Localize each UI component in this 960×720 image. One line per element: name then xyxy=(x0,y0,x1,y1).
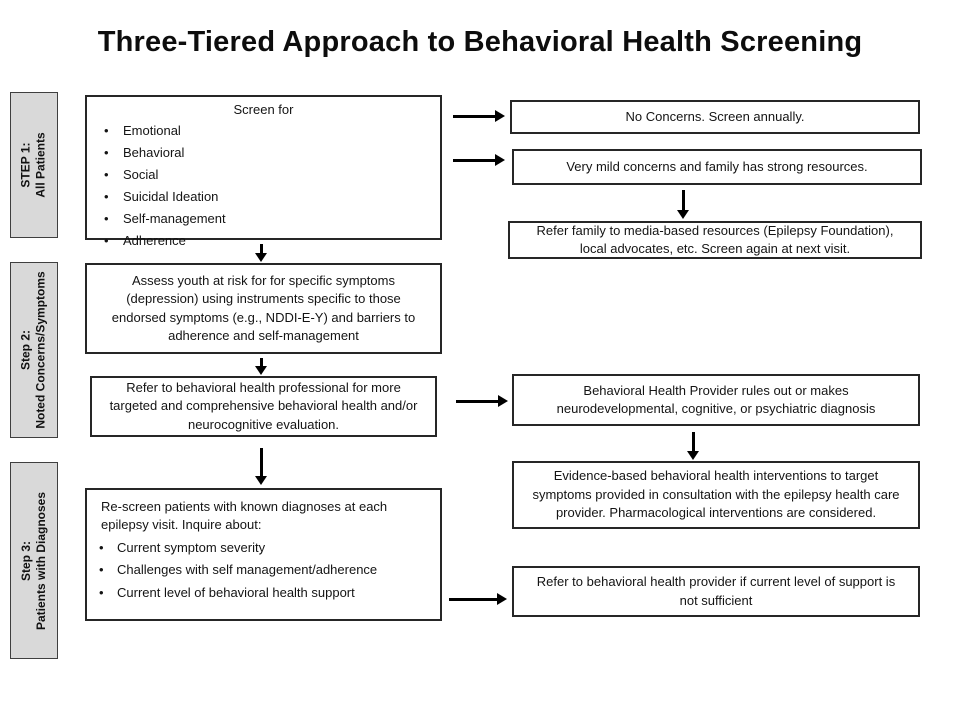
screen-bullet: • Social xyxy=(87,166,440,184)
screen-bullet: • Behavioral xyxy=(87,144,440,162)
evidence-based-box xyxy=(512,461,920,529)
screen-bullet: • Adherence xyxy=(87,232,440,250)
screen-bullet: • Self-management xyxy=(87,210,440,228)
step3-label-text xyxy=(19,491,49,629)
arrow-down-icon xyxy=(682,190,685,210)
provider-rules-out-box xyxy=(512,374,920,426)
step1-sidebar-label xyxy=(10,92,58,238)
rescreen-bullet: • Challenges with self management/adherence xyxy=(87,561,440,579)
provider-rules-out-text: Behavioral Health Provider rules out or makes neurodevelopmental, cognitive, or psychiatric diagnosis xyxy=(556,382,876,416)
screen-for-bullet-list xyxy=(87,122,440,250)
rescreen-box xyxy=(85,488,442,621)
screen-bullet: • Suicidal Ideation xyxy=(87,188,440,206)
no-concerns-text: No Concerns. Screen annually. xyxy=(625,108,805,124)
refer-family-box xyxy=(508,221,922,259)
step3-sidebar-label xyxy=(10,462,58,659)
arrow-right-icon xyxy=(453,115,495,118)
rescreen-bullet: • Current symptom severity xyxy=(87,539,440,557)
rescreen-intro-text: Re-screen patients with known diagnoses at each epilepsy visit. Inquire about: xyxy=(101,499,388,533)
step3-line1: Step 3: xyxy=(19,540,33,581)
step1-label-text xyxy=(19,132,49,197)
refer-professional-box xyxy=(90,376,437,437)
screen-for-box xyxy=(85,95,442,249)
mild-concerns-box xyxy=(512,149,922,185)
mild-concerns-text: Very mild concerns and family has strong resources. xyxy=(566,158,868,174)
rescreen-bullet-list xyxy=(87,539,440,602)
assess-youth-text: Assess youth at risk for for specific symptoms (depression) using instruments specific to those endorsed symptoms (e.g., NDDI-E-Y) and barriers to adherence and self-management xyxy=(111,272,416,343)
step2-line2: Noted Concerns/Symptoms xyxy=(34,271,49,429)
step1-line1: STEP 1: xyxy=(19,142,34,188)
step2-label-text xyxy=(19,271,49,428)
arrow-right-icon xyxy=(449,598,497,601)
assess-youth-box xyxy=(85,263,442,354)
arrow-down-icon xyxy=(260,448,263,476)
arrow-down-icon xyxy=(260,358,263,366)
page-title: Three-Tiered Approach to Behavioral Health Screening xyxy=(97,26,863,58)
arrow-down-icon xyxy=(692,432,695,451)
screen-bullet: • Emotional xyxy=(87,122,440,140)
refer-professional-text: Refer to behavioral health professional for more targeted and comprehensive behavioral health and/or neurocognitive evaluation. xyxy=(109,379,418,432)
rescreen-bullet: • Current level of behavioral health support xyxy=(87,584,440,602)
screen-for-heading: Screen for xyxy=(233,102,294,117)
step2-sidebar-label xyxy=(10,262,58,438)
refer-family-text: Refer family to media-based resources (Epilepsy Foundation), local advocates, etc. Screen again at next visit. xyxy=(536,222,894,256)
evidence-based-text: Evidence-based behavioral health interventions to target symptoms provided in consultation with the epilepsy health care provider. Pharmacological interventions are considered. xyxy=(532,468,900,521)
arrow-down-icon xyxy=(260,244,263,253)
step3-line2: Patients with Diagnoses xyxy=(34,491,48,630)
refer-provider-box xyxy=(512,566,920,617)
arrow-right-icon xyxy=(453,159,495,162)
no-concerns-box xyxy=(510,100,920,134)
arrow-right-icon xyxy=(456,400,498,403)
step1-line2: All Patients xyxy=(34,132,49,198)
refer-provider-text: Refer to behavioral health provider if current level of support is not sufficient xyxy=(536,574,896,608)
step2-line1: Step 2: xyxy=(19,329,34,371)
